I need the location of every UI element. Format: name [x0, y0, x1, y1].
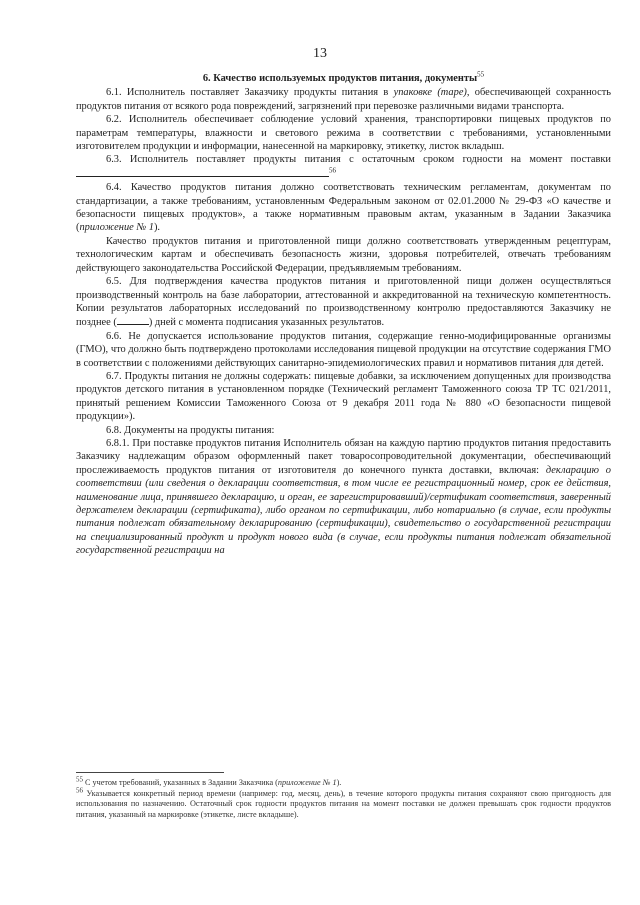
text-run: 6.4. Качество продуктов питания должно соответствовать техническим регламентам, документам по стандартизации, а также требованиям, установленным Федеральным законом от 02.01.2000 № 29-ФЗ «О качестве и безопасности пищевых продуктов», а также нормативным правовым актам, указанным в Задании Заказчика ( — [76, 182, 611, 234]
paragraph-6-4-quality: Качество продуктов питания и приготовленной пищи должно соответствовать утвержденным рецептурам, технологическим картам и обеспечивать безопасность жизни, здоровья потребителей, отвечать требованиям действующего законодательства Российской Федерации, предъявляемым требованиям. — [76, 235, 611, 274]
text-run: ). — [153, 222, 161, 234]
section-heading-text: 6. Качество используемых продуктов питания, документы — [202, 73, 478, 84]
fill-in-blank-line — [76, 167, 329, 177]
fill-in-blank-short — [117, 315, 149, 325]
text-run: С учетом требований, указанных в Задании Заказчика ( — [83, 778, 278, 787]
text-run: 6.3. Исполнитель поставляет продукты питания с остаточным сроком годности на момент поставки — [106, 154, 611, 166]
paragraph-6-8-1 — [76, 437, 611, 558]
document-body — [76, 72, 611, 558]
paragraph-6-2: 6.2. Исполнитель обеспечивает соблюдение условий хранения, транспортировки пищевых продуктов по параметрам температуры, влажности и светового режима в соответствии с требованиями, установленными изготовителем продукции и информации, нанесенной на маркировку, этикетку, листок вкладыш. — [76, 114, 611, 153]
footnote-ref-56: 56 — [329, 166, 336, 175]
paragraph-6-5 — [76, 275, 611, 330]
paragraph-6-6: 6.6. Не допускается использование продуктов питания, содержащие генно-модифицированные организмы (ГМО), что должно быть подтверждено протоколами исследования пищевой продукции на отсутствие содержания ГМО в соответствии с положениями действующих санитарно-эпидемиологических правил и нормативов питания для детей. — [76, 330, 611, 369]
italic-run: декларацию о соответствии (или сведения о декларации соответствия, в том числе ее регистрационный номер, срок ее действия, наименование лица, принявшего декларацию, и орган, ее зарегистрировавший)/сертификат соответствия, заверенный держателем декларации (сертификата), либо органом по сертификации, либо нотариально (в случае, если продукты питания подлежат обязательному декларированию (сертификации), свидетельство о государственной регистрации на специализированный продукт и продукт нового вида (в случае, если продукты питания подлежат обязательной государственной регистрации на — [76, 464, 611, 557]
paragraph-6-7: 6.7. Продукты питания не должны содержать: пищевые добавки, за исключением допущенных для производства продуктов детского питания в установленном порядке (Технический регламент Таможенного союза ТР ТС 021/2011, принятый решением Комиссии Таможенного Союза от 9 декабря 2011 года № 880 «О безопасности пищевой продукции»). — [76, 370, 611, 423]
paragraph-6-4 — [76, 181, 611, 235]
italic-run: упаковке (таре) — [393, 87, 467, 99]
footnote-56 — [76, 785, 611, 821]
footnotes — [76, 775, 611, 820]
text-run: 6.5. Для подтверждения качества продуктов питания и приготовленной пищи должен осуществляться производственный контроль на базе лаборатории, аттестованной и аккредитованной на техническую компетентность. Копии результатов лабораторных исследований по производственному контролю предоставляются Заказчику не позднее ( — [76, 276, 611, 329]
footnote-55 — [76, 775, 611, 789]
footnote-number: 55 — [76, 775, 83, 784]
section-heading — [76, 72, 611, 85]
italic-run: приложение № 1 — [277, 778, 337, 787]
text-run: 6.8.1. При поставке продуктов питания Исполнитель обязан на каждую партию продуктов питания предоставить Заказчику надлежащим образом оформленный пакет товаросопроводительной документации, обеспечивающий прослеживаемость продуктов питания от изготовителя до конечного пункта доставки, включая: — [76, 437, 611, 476]
footnote-ref-55: 55 — [477, 70, 485, 79]
text-run: Указывается конкретный период времени (например: год, месяц, день), в течение которого продукты питания сохраняют свою пригодность для использования по назначению. Остаточный срок годности продуктов питания на момент поставки не должен превышать срок годности продуктов питания, указанный на маркировке (этикетке, листе вкладыше). — [76, 788, 611, 819]
page-number: 13 — [313, 46, 327, 61]
paragraph-6-3 — [76, 153, 611, 181]
text-run: 6.1. Исполнитель поставляет Заказчику продукты питания в — [106, 87, 394, 99]
footnote-number: 56 — [76, 785, 83, 794]
footnote-separator — [76, 772, 224, 773]
paragraph-6-8: 6.8. Документы на продукты питания: — [106, 424, 275, 436]
text-run: ). — [336, 778, 342, 787]
text-run: ) дней с момента подписания указанных результатов. — [148, 317, 385, 329]
italic-run: приложение № 1 — [79, 222, 154, 234]
text-run: , обеспечивающей сохранность продуктов питания от всякого рода повреждений, загрязнений при перевозке различными видами транспорта. — [76, 87, 611, 112]
paragraph-6-1 — [76, 86, 611, 113]
